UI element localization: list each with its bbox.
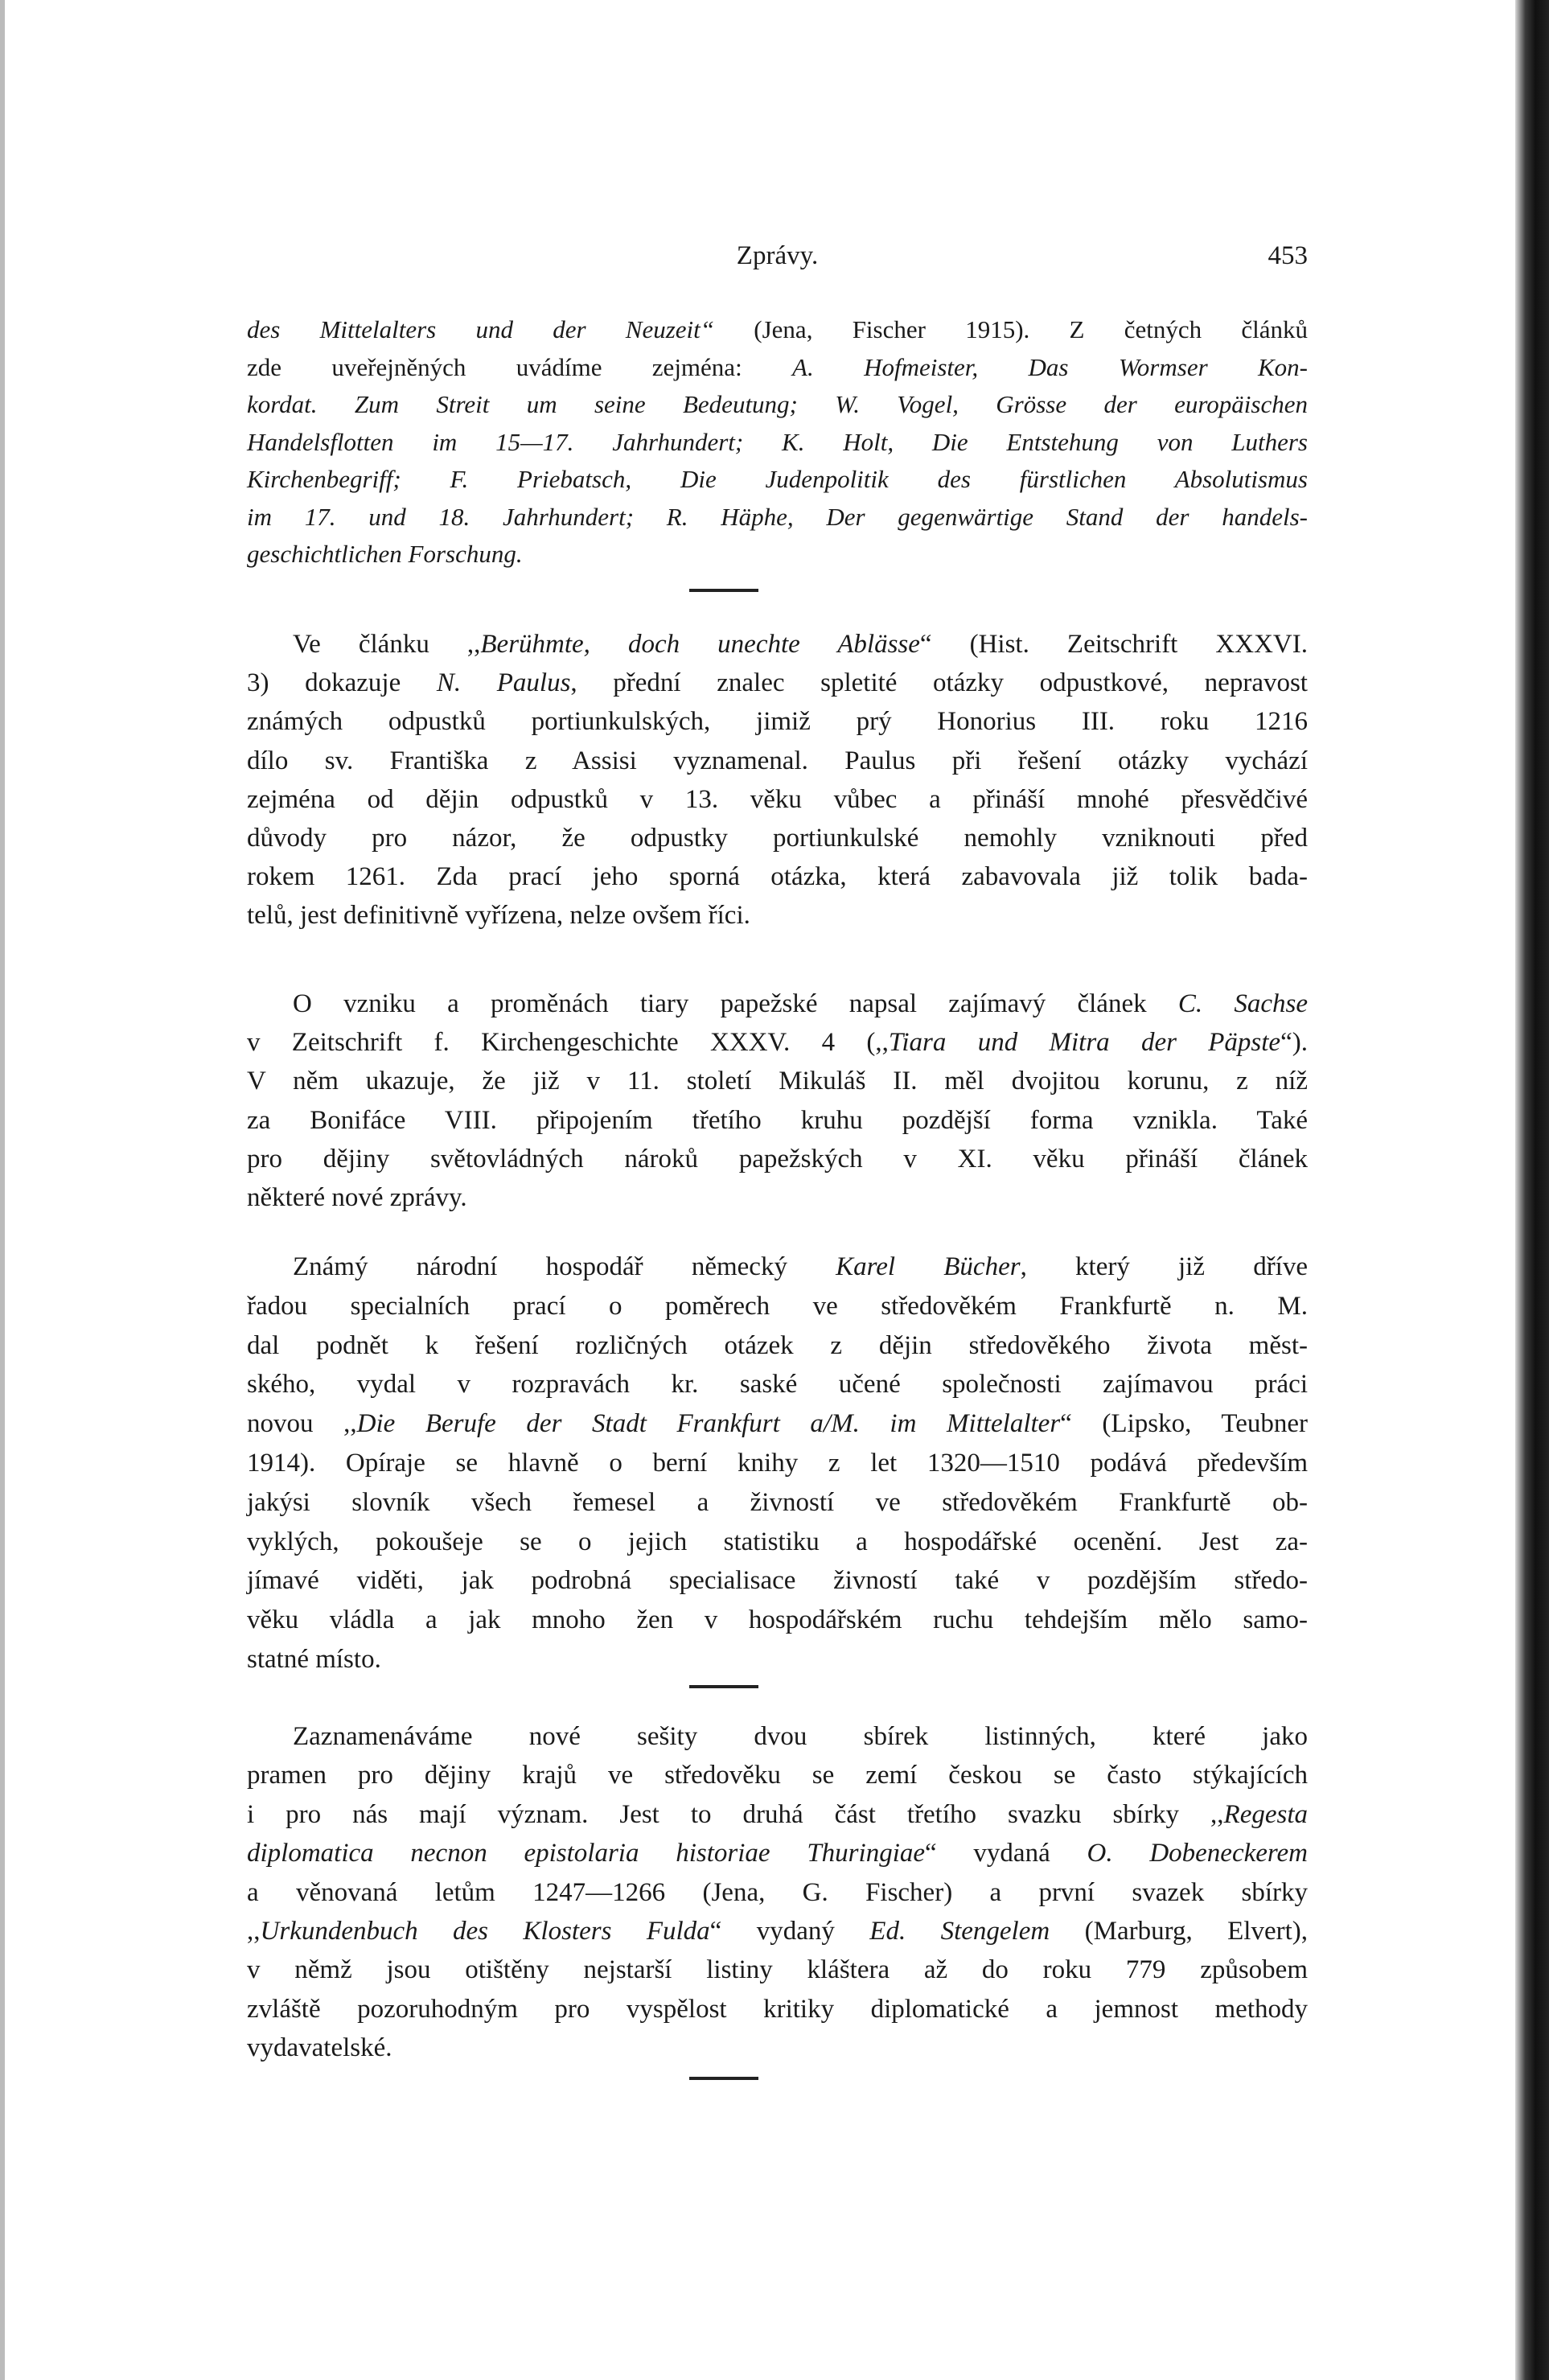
italic-text: diplomatica necnon epistolaria historiae Thuringiae <box>247 1839 926 1868</box>
text-line <box>247 1795 1308 1834</box>
italic-text: Urkundenbuch des Klosters Fulda <box>260 1917 710 1946</box>
text-line <box>247 896 1308 935</box>
text-run: známých odpustků portiunkulských, jimiž prý Honorius III. roku 1216 <box>247 707 1308 737</box>
text-run: rokem 1261. Zda prací jeho sporná otázka, která zabavovala již tolik bada- <box>247 862 1308 892</box>
italic-text: O. Dobeneckerem <box>1087 1839 1308 1868</box>
text-run: , který již dříve <box>1020 1252 1308 1281</box>
text-line <box>247 1873 1308 1912</box>
text-line <box>247 424 1308 462</box>
text-line <box>247 1248 1308 1287</box>
text-run: 1914). Opíraje se hlavně o berní knihy z let 1320—1510 podává především <box>247 1448 1308 1478</box>
text-run: novou ,, <box>247 1409 357 1439</box>
text-line <box>247 1717 1308 1756</box>
text-run: a věnovaná letům 1247—1266 (Jena, G. Fischer) a první svazek sbírky <box>247 1877 1308 1907</box>
italic-text: geschichtlichen Forschung. <box>247 540 523 568</box>
text-line <box>247 311 1308 349</box>
text-line <box>247 1101 1308 1140</box>
text-line <box>247 1640 1308 1679</box>
text-run: Známý národní hospodář německý <box>293 1252 836 1281</box>
paragraph-bucher <box>247 1248 1308 1679</box>
text-line <box>247 1365 1308 1404</box>
text-line <box>247 742 1308 780</box>
text-line <box>247 1140 1308 1178</box>
text-run: ského, vydal v rozpravách kr. saské učené společnosti zajímavou práci <box>247 1370 1308 1400</box>
text-run: Zaznamenáváme nové sešity dvou sbírek listinných, které jako <box>293 1722 1308 1751</box>
text-line <box>247 461 1308 499</box>
text-run: řadou specialních prací o poměrech ve středověkém Frankfurtě n. M. <box>247 1291 1308 1321</box>
text-line <box>247 1990 1308 2029</box>
italic-text: des Mittelalters und der Neuzeit“ <box>247 315 715 343</box>
section-divider <box>689 589 758 592</box>
text-run: pro dějiny světovládných nároků papežských v XI. věku přináší článek <box>247 1144 1308 1174</box>
text-line <box>247 386 1308 424</box>
section-divider <box>689 1685 758 1688</box>
text-run: jímavé viděti, jak podrobná specialisace živností také v pozdějším středo- <box>247 1566 1308 1596</box>
italic-text: Berühmte, doch unechte Ablässe <box>480 630 920 659</box>
text-line <box>247 780 1308 819</box>
text-run: dal podnět k řešení rozličných otázek z dějin středověkého života měst- <box>247 1330 1308 1360</box>
text-line <box>247 664 1308 702</box>
text-line <box>247 1062 1308 1100</box>
text-line <box>247 1950 1308 1989</box>
text-run: v němž jsou otištěny nejstarší listiny kláštera až do roku 779 způsobem <box>247 1955 1308 1985</box>
text-run: zejména od dějin odpustků v 13. věku vůbec a přináší mnohé přesvědčivé <box>247 784 1308 814</box>
text-line <box>247 1023 1308 1062</box>
text-run: jakýsi slovník všech řemesel a živností ve středověkém Frankfurtě ob- <box>247 1487 1308 1517</box>
text-line <box>247 1834 1308 1872</box>
text-run: za Bonifáce VIII. připojením třetího kruhu pozdější forma vznikla. Také <box>247 1105 1308 1135</box>
text-run: , přední znalec spletité otázky odpustkové, nepravost <box>570 668 1308 698</box>
scan-edge-left <box>0 0 5 2380</box>
text-run: 3) dokazuje <box>247 668 437 698</box>
text-line <box>247 349 1308 387</box>
text-line <box>247 1404 1308 1444</box>
text-run: pramen pro dějiny krajů ve středověku se zemí českou se často stýkajících <box>247 1761 1308 1790</box>
text-line <box>247 857 1308 896</box>
text-run: vyklých, pokoušeje se o jejich statistiku a hospodářské ocenění. Jest za- <box>247 1527 1308 1556</box>
text-run: dílo sv. Františka z Assisi vyznamenal. Paulus při řešení otázky vychází <box>247 746 1308 775</box>
text-run: důvody pro názor, že odpustky portiunkulské nemohly vzniknouti před <box>247 824 1308 853</box>
paragraph-paulus <box>247 625 1308 935</box>
text-line <box>247 2029 1308 2067</box>
italic-text: Kirchenbegriff; F. Priebatsch, Die Judenpolitik des fürstlichen Absolutismus <box>247 465 1308 493</box>
italic-text: N. Paulus <box>436 668 571 698</box>
text-run: zde uveřejněných uvádíme zejména: <box>247 352 793 381</box>
text-line <box>247 1523 1308 1562</box>
text-run: “ vydaná <box>925 1839 1087 1868</box>
running-header <box>247 241 1308 277</box>
text-line <box>247 625 1308 664</box>
section-divider <box>689 2077 758 2080</box>
text-line <box>247 536 1308 573</box>
italic-text: kordat. Zum Streit um seine Bedeutung; W. Vogel, Grösse der europäischen <box>247 390 1308 418</box>
text-run: ,, <box>247 1917 261 1946</box>
text-line <box>247 1912 1308 1950</box>
italic-text: Karel Bücher <box>836 1252 1021 1281</box>
italic-text: Ed. Stengelem <box>869 1917 1050 1946</box>
text-line <box>247 499 1308 536</box>
text-line <box>247 819 1308 857</box>
text-line <box>247 984 1308 1023</box>
text-line <box>247 1561 1308 1601</box>
text-run: (Jena, Fischer 1915). Z četných článků <box>714 315 1308 343</box>
text-line <box>247 1444 1308 1483</box>
page-number: 453 <box>1268 241 1308 270</box>
text-run: zvláště pozoruhodným pro vyspělost kritiky diplomatické a jemnost methody <box>247 1994 1308 2024</box>
text-run: v Zeitschrift f. Kirchengeschichte XXXV. 4 (,, <box>247 1028 889 1058</box>
running-title: Zprávy. <box>736 241 819 270</box>
italic-text: Tiara und Mitra der Päpste <box>888 1028 1281 1058</box>
text-line <box>247 1756 1308 1794</box>
text-run: “). <box>1280 1028 1308 1058</box>
text-line <box>247 1178 1308 1217</box>
text-line <box>247 1601 1308 1640</box>
text-run: “ vydaný <box>709 1917 870 1946</box>
italic-text: Die Berufe der Stadt Frankfurt a/M. im Mittelalter <box>356 1409 1061 1439</box>
paragraph-sachse <box>247 984 1308 1217</box>
text-line <box>247 1287 1308 1326</box>
text-run: V něm ukazuje, že již v 11. století Mikuláš II. měl dvojitou korunu, z níž <box>247 1067 1308 1096</box>
paragraph-bibliography <box>247 311 1308 573</box>
italic-text: C. Sachse <box>1177 989 1309 1018</box>
text-run: (Marburg, Elvert), <box>1050 1917 1308 1946</box>
paragraph-regesta <box>247 1717 1308 2068</box>
text-run: “ (Lipsko, Teubner <box>1060 1409 1308 1439</box>
scan-edge-right <box>1515 0 1549 2380</box>
text-run: O vzniku a proměnách tiary papežské napsal zajímavý článek <box>293 989 1178 1018</box>
text-run: “ (Hist. Zeitschrift XXXVI. <box>919 630 1308 659</box>
italic-text: Handelsflotten im 15—17. Jahrhundert; K. Holt, Die Entstehung von Luthers <box>247 427 1308 456</box>
italic-text: Regesta <box>1223 1799 1308 1829</box>
text-run: věku vládla a jak mnoho žen v hospodářském ruchu tehdejším mělo samo- <box>247 1605 1308 1635</box>
italic-text: im 17. und 18. Jahrhundert; R. Häphe, Der gegenwärtige Stand der handels- <box>247 502 1308 531</box>
text-line <box>247 1483 1308 1523</box>
text-line <box>247 702 1308 741</box>
text-run: některé nové zprávy. <box>247 1183 467 1213</box>
text-run: statné místo. <box>247 1644 381 1674</box>
italic-text: A. Hofmeister, Das Wormser Kon- <box>792 352 1308 381</box>
text-run: i pro nás mají význam. Jest to druhá část třetího svazku sbírky ,, <box>247 1799 1224 1829</box>
text-line <box>247 1326 1308 1366</box>
text-run: Ve článku ,, <box>293 630 481 659</box>
text-run: vydavatelské. <box>247 2033 392 2063</box>
text-run: telů, jest definitivně vyřízena, nelze ovšem říci. <box>247 901 750 931</box>
